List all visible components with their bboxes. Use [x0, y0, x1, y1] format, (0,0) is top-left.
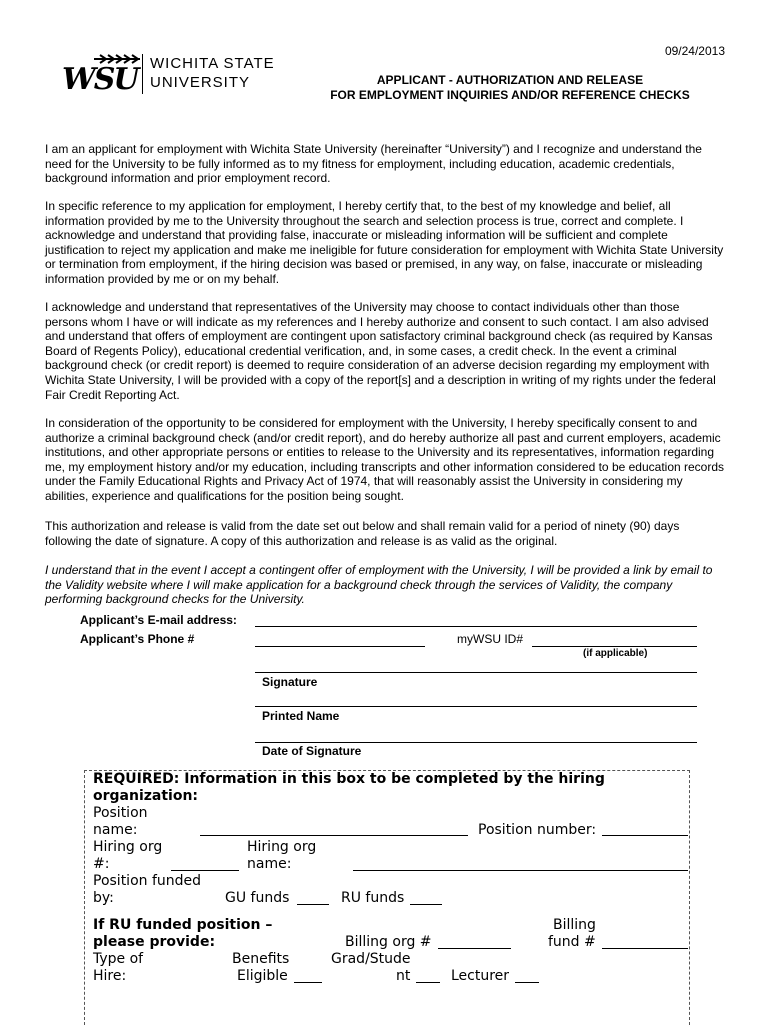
paragraph-2: In specific reference to my application for employment, I hereby certify that, to the best of my knowledge and belief, all information provided by me to the University throughout the search and selection process is true, correct and complete. I acknowledge and understand that providing false, inaccurate or misleading information will be sufficient and complete justification to reject my application and make me ineligible for future consideration for employment with Wichita State University or termination from employment, if the hiring decision was based or premised, in any way, on false, inaccurate or misleading information provided by me or on my behalf. — [45, 199, 724, 286]
gu-funds-field[interactable] — [297, 904, 329, 905]
gu-funds-label: GU funds — [225, 890, 290, 906]
type-of-hire-label-1: Type of — [93, 951, 144, 967]
document-date: 09/24/2013 — [664, 44, 725, 58]
ru-funds-label: RU funds — [341, 890, 405, 906]
logo-divider — [142, 54, 143, 94]
email-label: Applicant’s E-mail address: — [80, 613, 237, 627]
lecturer-label: Lecturer — [451, 968, 510, 984]
signature-label: Signature — [262, 675, 318, 689]
paragraph-4: In consideration of the opportunity to be considered for employment with the University, I hereby specifically consent to and authorize a criminal background check (and/or credit report), and do hereby authorize all past and current employers, academic institutions, and other appropriate persons or entities to release to the University and its representatives, information regarding me, my employment history and/or my education, including transcripts and other information considered to be education records under the Family Educational Rights and Privacy Act of 1974, that will reasonably assist the University in considering my abilities, experience and qualifications for the position being sought. — [45, 416, 725, 503]
logo-line-1: WICHITA STATE — [150, 55, 275, 72]
document-title — [300, 73, 720, 103]
mywsu-field[interactable] — [532, 646, 697, 647]
billing-org-field[interactable] — [438, 948, 511, 949]
date-of-signature-label: Date of Signature — [262, 744, 362, 758]
billing-fund-label-1: Billing — [553, 917, 596, 933]
position-name-field[interactable] — [200, 835, 468, 836]
printed-name-field[interactable] — [255, 706, 697, 707]
logo-mark: WSU — [62, 62, 138, 97]
email-field[interactable] — [255, 626, 697, 627]
grad-student-label-2: nt — [396, 968, 411, 984]
hiring-org-number-label-2: #: — [93, 856, 110, 872]
signature-field[interactable] — [255, 672, 697, 673]
required-heading-2: organization: — [93, 788, 199, 804]
lecturer-field[interactable] — [515, 982, 539, 983]
billing-org-label: Billing org # — [345, 934, 432, 950]
paragraph-5: This authorization and release is valid from the date set out below and shall remain valid for a period of ninety (90) days following the date of signature. A copy of this authorization and release is as valid as the original. — [45, 519, 680, 548]
position-name-label-1: Position — [93, 805, 148, 821]
type-of-hire-label-2: Hire: — [93, 968, 127, 984]
hiring-org-name-field[interactable] — [353, 870, 688, 871]
paragraph-1: I am an applicant for employment with Wichita State University (hereinafter “University”) and I recognize and understand the need for the University to be fully informed as to my fitness for employment, including education, academic credentials, background information and prior employment record. — [45, 142, 702, 186]
position-funded-label-1: Position funded — [93, 873, 202, 889]
grad-student-field[interactable] — [416, 982, 440, 983]
paragraph-3: I acknowledge and understand that representatives of the University may choose to contact individuals other than those persons whom I have or will indicate as my references and I hereby authorize and consent to such contact. I am also advised and understand that offers of employment are contingent upon satisfactory criminal background check (as required by Kansas Board of Regents Policy), educational credential verification, and, in some cases, a credit check. In the event a criminal background check (or credit report) is deemed to require consideration of an adverse decision regarding my employment with Wichita State University, I will be provided with a copy of the report[s] and a description in writing of my rights under the federal Fair Credit Reporting Act. — [45, 300, 716, 402]
benefits-eligible-field[interactable] — [294, 982, 322, 983]
printed-name-label: Printed Name — [262, 709, 340, 723]
ru-funds-field[interactable] — [410, 904, 442, 905]
hiring-org-name-label-1: Hiring org — [247, 839, 317, 855]
benefits-eligible-label-2: Eligible — [237, 968, 288, 984]
phone-field[interactable] — [255, 646, 425, 647]
paragraph-6: I understand that in the event I accept a contingent offer of employment with the University, I will be provided a link by email to the Validity website where I will make application for a background check through the services of Validity, the company performing background checks for the University. — [45, 563, 713, 607]
hiring-org-number-label-1: Hiring org — [93, 839, 163, 855]
position-funded-label-2: by: — [93, 890, 114, 906]
hiring-org-name-label-2: name: — [247, 856, 292, 872]
position-number-field[interactable] — [602, 835, 688, 836]
position-number-label: Position number: — [478, 822, 597, 838]
ru-funded-heading-1: If RU funded position – — [93, 917, 273, 933]
university-logo — [62, 52, 282, 106]
required-heading-1: REQUIRED: Information in this box to be completed by the hiring — [93, 771, 605, 787]
position-name-label-2: name: — [93, 822, 138, 838]
if-applicable-note: (if applicable) — [583, 648, 648, 659]
billing-fund-label-2: fund # — [548, 934, 596, 950]
title-line-1: APPLICANT - AUTHORIZATION AND RELEASE — [376, 73, 644, 87]
date-of-signature-field[interactable] — [255, 742, 697, 743]
grad-student-label-1: Grad/Stude — [331, 951, 411, 967]
phone-label: Applicant’s Phone # — [80, 632, 195, 646]
logo-wordmark — [150, 54, 275, 92]
hiring-org-number-field[interactable] — [171, 870, 239, 871]
hiring-organization-box — [84, 770, 690, 1025]
benefits-eligible-label-1: Benefits — [232, 951, 290, 967]
title-line-2: FOR EMPLOYMENT INQUIRIES AND/OR REFERENCE CHECKS — [330, 88, 690, 102]
billing-fund-field[interactable] — [602, 948, 688, 949]
mywsu-label: myWSU ID# — [457, 632, 523, 646]
logo-line-2: UNIVERSITY — [150, 74, 251, 91]
ru-funded-heading-2: please provide: — [93, 934, 216, 950]
